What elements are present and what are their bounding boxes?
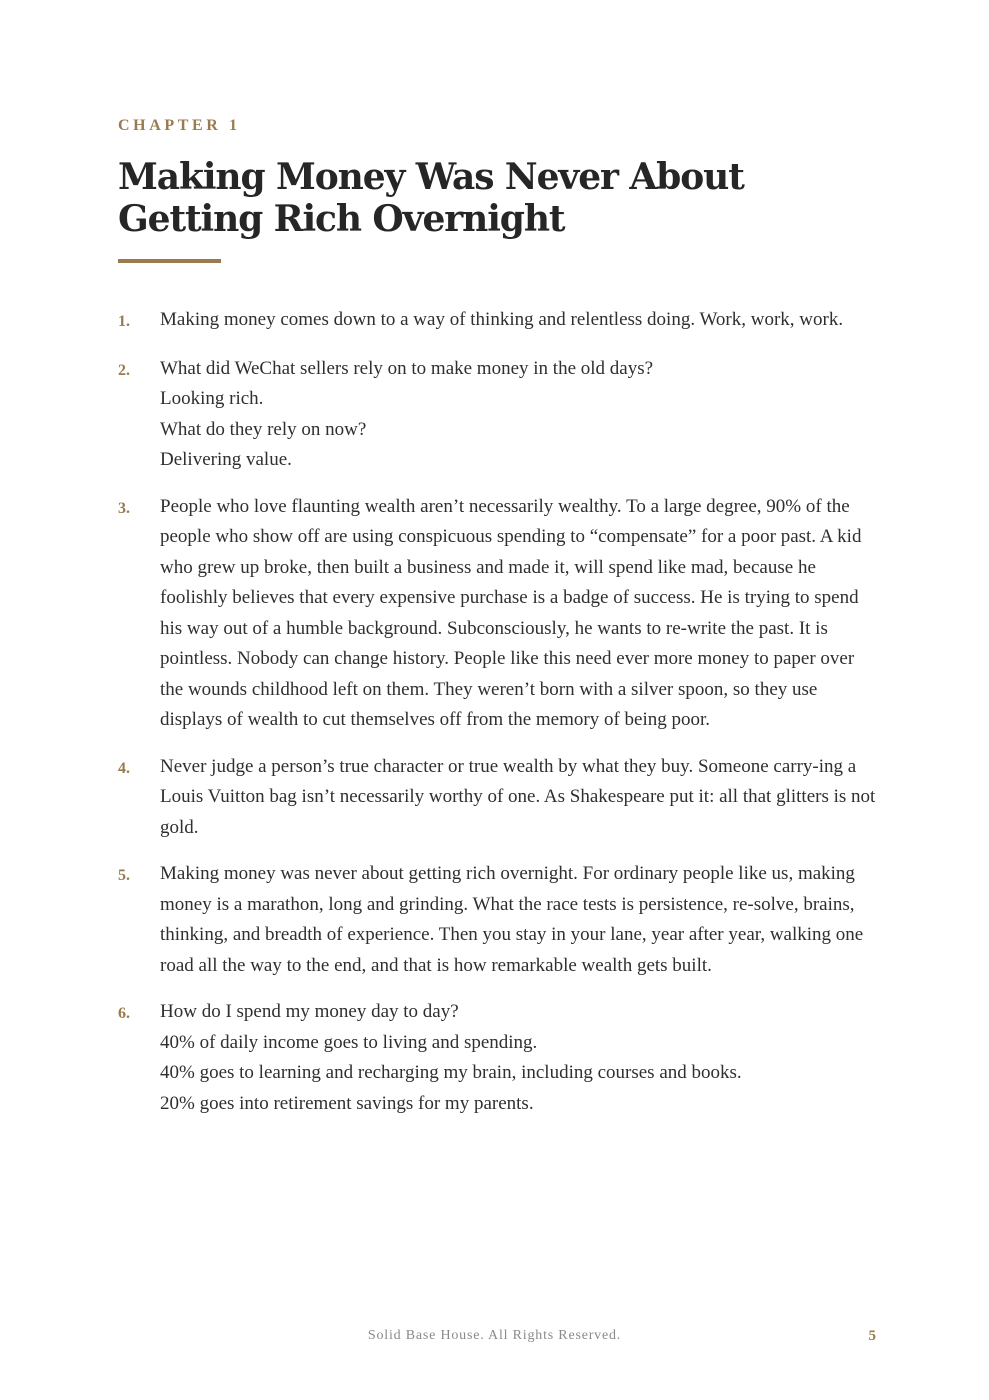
list-item-number: 4. [118, 759, 130, 777]
list-item-number: 3. [118, 499, 130, 517]
text-line: Never judge a person’s true character or true wealth by what they buy. Someone carry-ing a Louis Vuitton bag isn’t necessarily worthy of one. As Shakespeare put it: all that glitters is not gold. [160, 755, 876, 838]
footer-copyright: Solid Base House. All Rights Reserved. [367, 1328, 622, 1343]
list-item-text [160, 997, 878, 1119]
list-item-number: 2. [118, 361, 130, 379]
text-line: Delivering value. [160, 449, 292, 470]
text-line: What did WeChat sellers rely on to make money in the old days? [160, 357, 654, 379]
list-item-1 [118, 305, 878, 338]
list-item-number: 6. [118, 1005, 130, 1022]
title-underline-rule [118, 259, 221, 263]
list-item-number: 1. [118, 313, 130, 330]
list-item-text [160, 354, 878, 476]
numbered-list [118, 305, 878, 1135]
chapter-label: CHAPTER 1 [118, 117, 241, 134]
list-item-5 [118, 859, 878, 981]
text-line: Looking rich. [160, 388, 264, 409]
chapter-title: Making Money Was Never About Getting Rich Overnight [118, 156, 744, 240]
text-line: What do they rely on now? [160, 418, 367, 440]
page-number: 5 [868, 1328, 876, 1344]
text-line: 40% goes to learning and recharging my brain, including courses and books. [160, 1062, 742, 1083]
text-line: 20% goes into retirement savings for my parents. [160, 1092, 534, 1114]
text-line: How do I spend my money day to day? [160, 1001, 459, 1022]
list-item-text [160, 492, 878, 736]
list-item-number: 5. [118, 867, 130, 884]
text-line: Making money comes down to a way of thinking and relentless doing. Work, work, work. [160, 309, 844, 330]
list-item-text [160, 859, 878, 981]
list-item-4 [118, 752, 878, 844]
list-item-text [160, 305, 878, 338]
list-item-text [160, 752, 878, 844]
text-line: 40% of daily income goes to living and spending. [160, 1031, 538, 1053]
list-item-6 [118, 997, 878, 1119]
text-line: Making money was never about getting rich overnight. For ordinary people like us, making money is a marathon, long and grinding. What the race tests is persistence, re-solve, brains, thinking, and breadth of experience. Then you stay in your lane, year after year, walking one road all the way to the end, and that is how remarkable wealth gets built. [160, 863, 864, 976]
list-item-2 [118, 354, 878, 476]
text-line: People who love flaunting wealth aren’t necessarily wealthy. To a large degree, 90% of the people who show off are using conspicuous spending to “compensate” for a poor past. A kid who grew up broke, then built a business and made it, will spend like mad, because he foolishly believes that every expensive purchase is a badge of success. He is trying to spend his way out of a humble background. Subconsciously, he wants to re-write the past. It is pointless. Nobody can change history. People like this need ever more money to paper over the wounds childhood left on them. They weren’t born with a silver spoon, so they use displays of wealth to cut themselves off from the memory of being poor. [160, 495, 862, 730]
list-item-3 [118, 492, 878, 736]
